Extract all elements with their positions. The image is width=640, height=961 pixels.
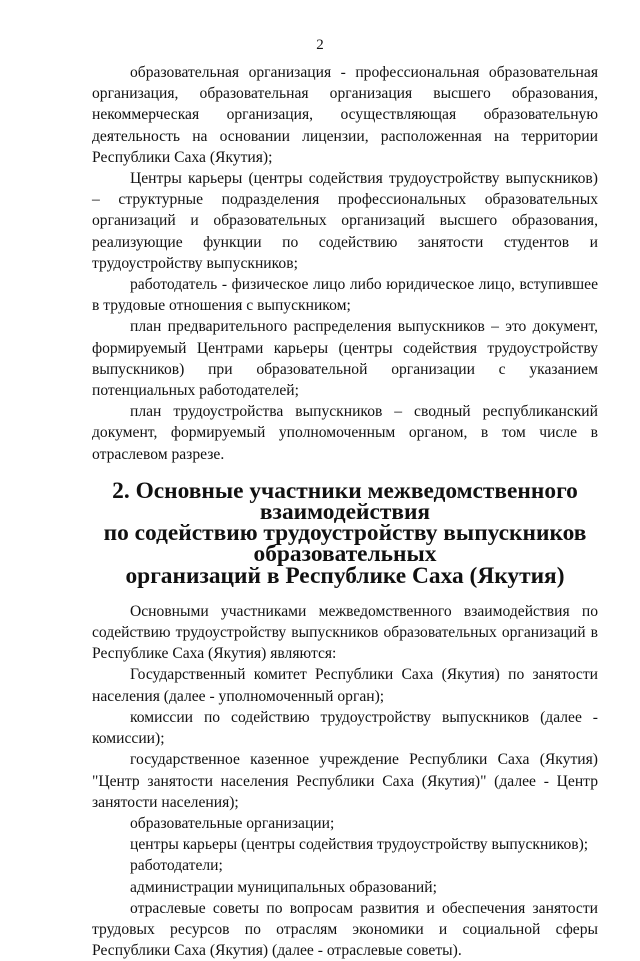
definition-employer: работодатель - физическое лицо либо юридическое лицо, вступившее в трудовые отношения с выпускником; — [92, 276, 598, 315]
section-heading-line: организаций в Республике Саха (Якутия) — [125, 562, 565, 589]
definition-employment-plan: план трудоустройства выпускников – сводный республиканский документ, формируемый уполномоченным органом, в том числе в отраслевом разрезе. — [92, 403, 598, 463]
section-spacer — [92, 587, 598, 601]
participant-employers: работодатели; — [130, 857, 223, 875]
participant-employment-center: государственное казенное учреждение Республики Саха (Якутия) "Центр занятости населения Республики Саха (Якутия)" (далее - Центр занятости населения); — [92, 751, 598, 811]
page-content — [92, 62, 598, 961]
participant-industry-councils: отраслевые советы по вопросам развития и обеспечения занятости трудовых ресурсов по отраслям экономики и социальной сферы Республики Саха (Якутия) (далее - отраслевые советы). — [92, 899, 598, 960]
page-number: 2 — [316, 37, 324, 53]
participant-career-centers: центры карьеры (центры содействия трудоустройству выпускников); — [130, 836, 589, 854]
definition-preliminary-distribution-plan: план предварительного распределения выпускников – это документ, формируемый Центрами карьеры (центры содействия трудоустройству выпускников) при образовательной организации с указанием потенциальных работодателей; — [92, 318, 598, 400]
section-heading — [92, 477, 598, 589]
participant-authorized-body: Государственный комитет Республики Саха (Якутия) по занятости населения (далее - уполномоченный орган); — [92, 666, 598, 705]
section-heading-line: по содействию трудоустройству выпускников образовательных — [103, 520, 587, 568]
participant-municipal-administrations: администрации муниципальных образований; — [130, 878, 437, 896]
participant-commissions: комиссии по содействию трудоустройству выпускников (далее - комиссии); — [92, 708, 598, 748]
participant-educational-organizations: образовательные организации; — [130, 814, 335, 832]
definition-educational-organization: образовательная организация - профессиональная образовательная организация, образовательная организация высшего образования, некоммерческая организация, осуществляющая образовательную деятельность на основании лицензии, расположенная на территории Республики Саха (Якутия); — [92, 64, 598, 166]
section-heading-line: 2. Основные участники межведомственного взаимодействия — [112, 477, 578, 526]
definition-career-centers: Центры карьеры (центры содействия трудоустройству выпускников) – структурные подразделения профессиональных образовательных организаций и образовательных организаций высшего образования, реализующие функции по содействию занятости студентов и трудоустройству выпускников; — [92, 170, 598, 272]
participants-intro: Основными участниками межведомственного взаимодействия по содействию трудоустройству выпускников образовательных организаций в Республике Саха (Якутия) являются: — [92, 602, 598, 663]
